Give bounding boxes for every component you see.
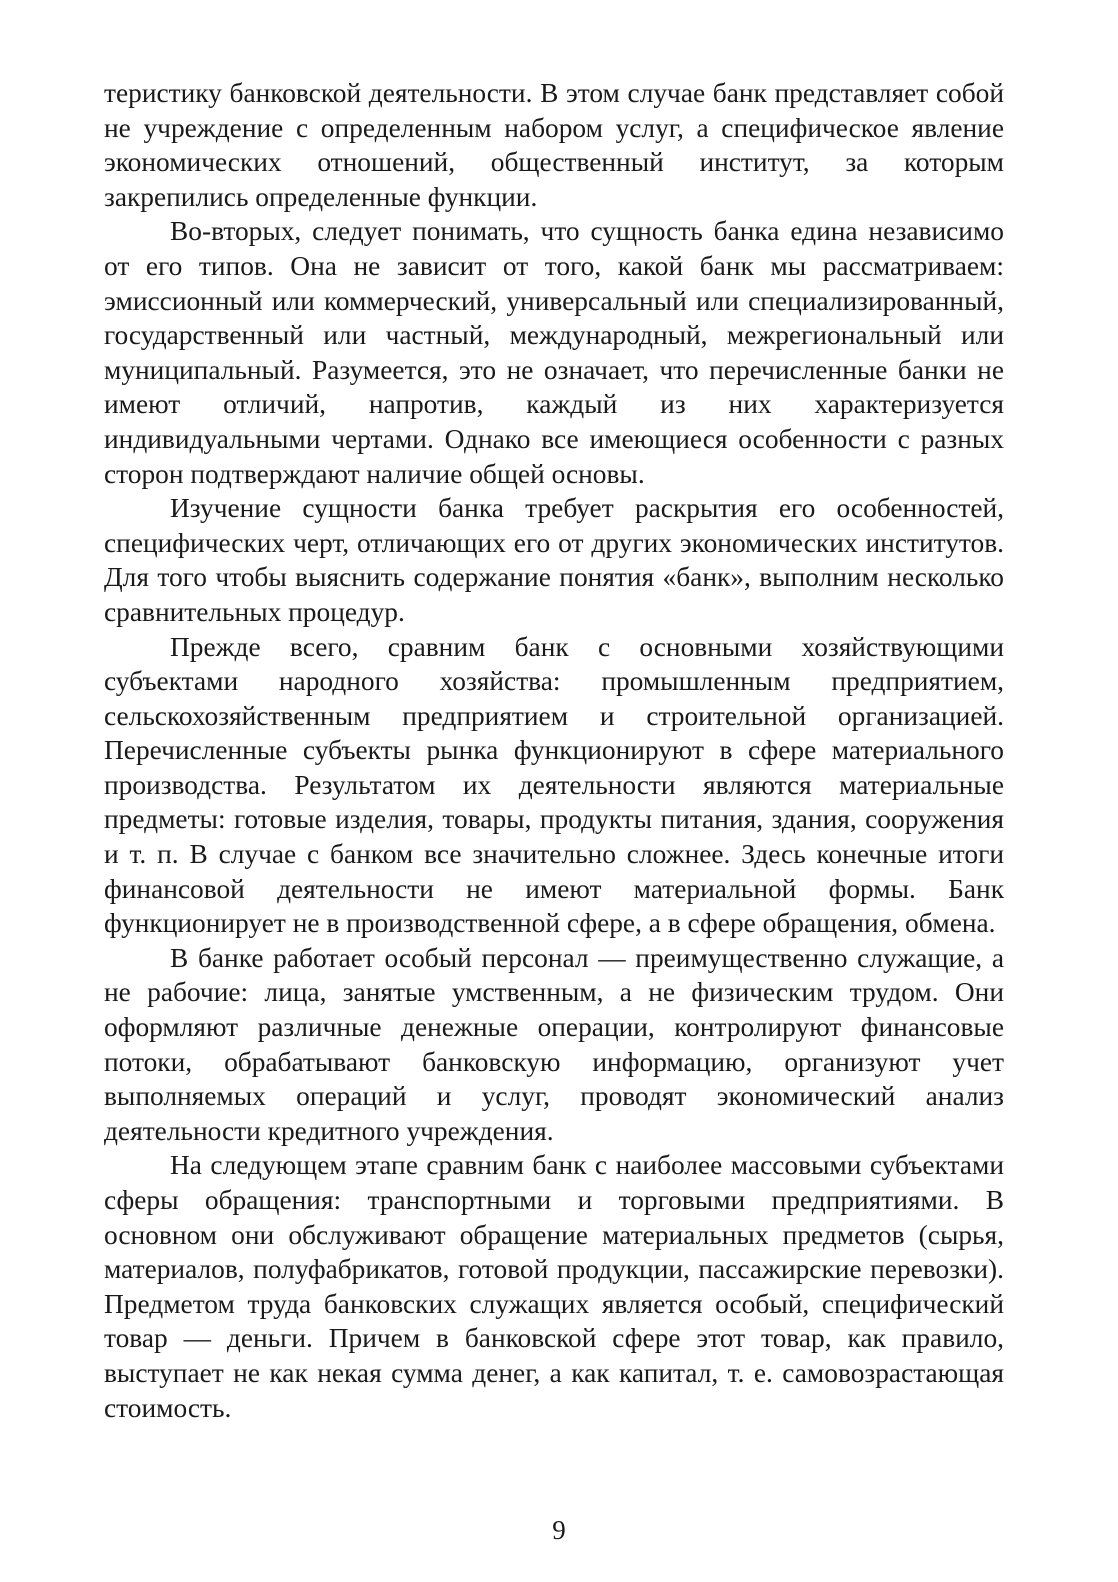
page-body — [104, 76, 1004, 1425]
paragraph-bank-personnel: В банке работает особый персонал — преимущественно служащие, а не рабочие: лица, занятые умственным, а не физическим трудом. Они оформляют различные денежные операции, контролируют финансовые потоки, обрабатывают банковскую информацию, организуют учет выполняемых операций и услуг, проводят экономический анализ деятельности кредитного учреждения. — [104, 942, 1004, 1146]
paragraph-continued: теристику банковской деятельности. В этом случае банк представляет собой не учреждение с определенным набором услуг, а специфическое явление экономических отношений, общественный институт, за которым закрепились определенные функции. — [104, 78, 1004, 212]
page-number: 9 — [552, 1515, 566, 1545]
paragraph-bank-essence: Во-вторых, следует понимать, что сущность банка едина независимо от его типов. Она не зависит от того, какой банк мы рассматриваем: эмиссионный или коммерческий, универсальный или специализированный, государственный или частный, международный, межрегиональный или муниципальный. Разумеется, это не означает, что перечисленные банки не имеют отличий, напротив, каждый из них характеризуется индивидуальными чертами. Однако все имеющиеся особенности с разных сторон подтверждают наличие общей основы. — [104, 216, 1004, 489]
paragraph-study-essence: Изучение сущности банка требует раскрытия его особенностей, специфических черт, отличающих его от других экономических институтов. Для того чтобы выяснить содержание понятия «банк», выполним несколько сравнительных процедур. — [104, 493, 1004, 627]
paragraph-compare-enterprises: Прежде всего, сравним банк с основными хозяйствующими субъектами народного хозяйства: промышленным предприятием, сельскохозяйственным предприятием и строительной организацией. Перечисленные субъекты рынка функционируют в сфере материального производства. Результатом их деятельности являются материальные предметы: готовые изделия, товары, продукты питания, здания, сооружения и т. п. В случае с банком все значительно сложнее. Здесь конечные итоги финансовой деятельности не имеют материальной формы. Банк функционирует не в производственной сфере, а в сфере обращения, обмена. — [104, 631, 1004, 939]
paragraph-compare-circulation: На следующем этапе сравним банк с наиболее массовыми субъектами сферы обращения: транспортными и торговыми предприятиями. В основном они обслуживают обращение материальных предметов (сырья, материалов, полуфабрикатов, готовой продукции, пассажирские перевозки). Предметом труда банковских служащих является особый, специфический товар — деньги. Причем в банковской сфере этот товар, как правило, выступает не как некая сумма денег, а как капитал, т. е. самовозрастающая стоимость. — [104, 1150, 1004, 1423]
